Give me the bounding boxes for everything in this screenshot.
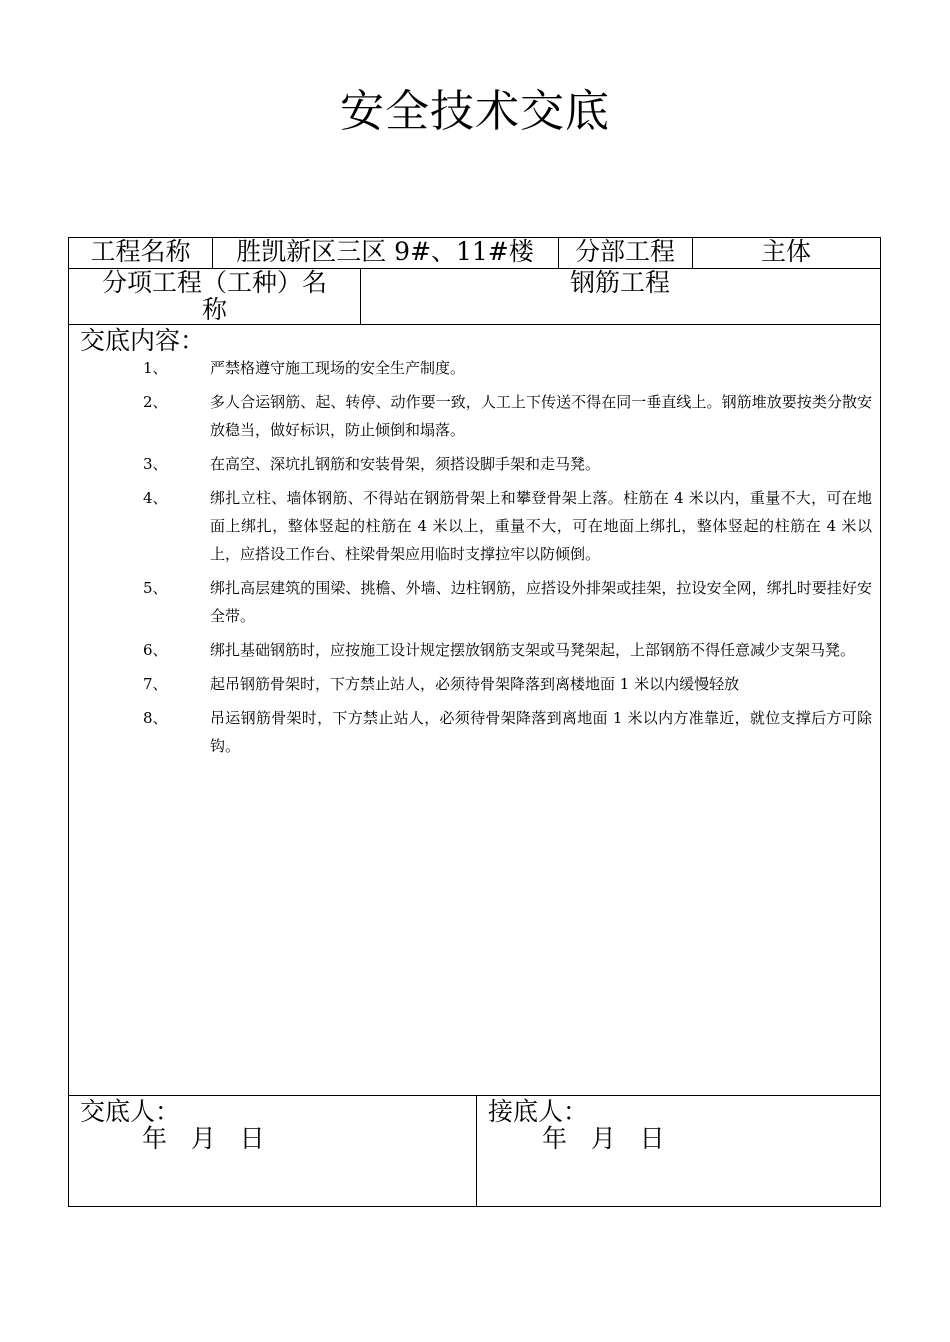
item-number: 8、	[143, 709, 168, 727]
item-text: 吊运钢筋骨架时，下方禁止站人，必须待骨架降落到离地面 1 米以内方准靠近，就位支撑后方可除钩。	[210, 709, 872, 755]
row-divider-3	[69, 1095, 880, 1096]
content-label: 交底内容：	[80, 326, 206, 355]
item-number: 4、	[143, 489, 168, 507]
list-item	[69, 670, 882, 698]
division-value: 主体	[760, 237, 811, 266]
giver-label: 交底人：	[80, 1097, 181, 1126]
list-item	[69, 450, 882, 478]
item-number: 2、	[143, 393, 168, 411]
item-number: 1、	[143, 359, 168, 377]
item-text: 起吊钢筋骨架时，下方禁止站人，必须待骨架降落到离楼地面 1 米以内缓慢轻放	[210, 675, 740, 693]
project-name-label: 工程名称	[90, 237, 191, 266]
item-text: 多人合运钢筋、起、转停、动作要一致，人工上下传送不得在同一垂直线上。钢筋堆放要按类分散安放稳当，做好标识，防止倾倒和塌落。	[210, 393, 872, 439]
item-number: 3、	[143, 455, 168, 473]
division-label: 分部工程	[574, 237, 675, 266]
list-item	[69, 388, 882, 444]
project-name-value: 胜凯新区三区 9#、11#楼	[236, 237, 534, 266]
row-divider-2	[69, 324, 880, 325]
item-number: 6、	[143, 641, 168, 659]
item-text: 绑扎高层建筑的围梁、挑檐、外墙、边柱钢筋，应搭设外排架或挂架，拉设安全网，绑扎时要挂好安全带。	[210, 579, 872, 625]
giver-date: 年 月 日	[142, 1124, 265, 1153]
list-item	[69, 636, 882, 664]
item-number: 5、	[143, 579, 168, 597]
disclosure-form	[68, 237, 881, 1207]
document-title: 安全技术交底	[340, 86, 610, 137]
list-item	[69, 704, 882, 760]
item-number: 7、	[143, 675, 168, 693]
item-text: 严禁格遵守施工现场的安全生产制度。	[210, 359, 466, 377]
receiver-label: 接底人：	[488, 1097, 589, 1126]
receiver-date: 年 月 日	[542, 1124, 665, 1153]
item-text: 绑扎立柱、墙体钢筋、不得站在钢筋骨架上和攀登骨架上落。柱筋在 4 米以内，重量不大，可在地面上绑扎，整体竖起的柱筋在 4 米以上，重量不大，可在地面上绑扎，整体竖起的柱筋在 4 米以上，应搭设工作台、柱梁骨架应用临时支撑拉牢以防倾倒。	[210, 489, 872, 563]
subitem-label-line1: 分项工程（工种）名	[101, 268, 327, 297]
list-item	[69, 574, 882, 630]
subitem-value: 钢筋工程	[569, 268, 670, 297]
list-item	[69, 354, 882, 382]
item-text: 绑扎基础钢筋时，应按施工设计规定摆放钢筋支架或马凳架起，上部钢筋不得任意减少支架马凳。	[210, 641, 856, 659]
subitem-label-line2: 称	[201, 295, 227, 324]
col-divider-5	[476, 1095, 477, 1206]
list-item	[69, 484, 882, 568]
content-item-list	[69, 354, 882, 766]
item-text: 在高空、深坑扎钢筋和安装骨架，须搭设脚手架和走马凳。	[210, 455, 601, 473]
